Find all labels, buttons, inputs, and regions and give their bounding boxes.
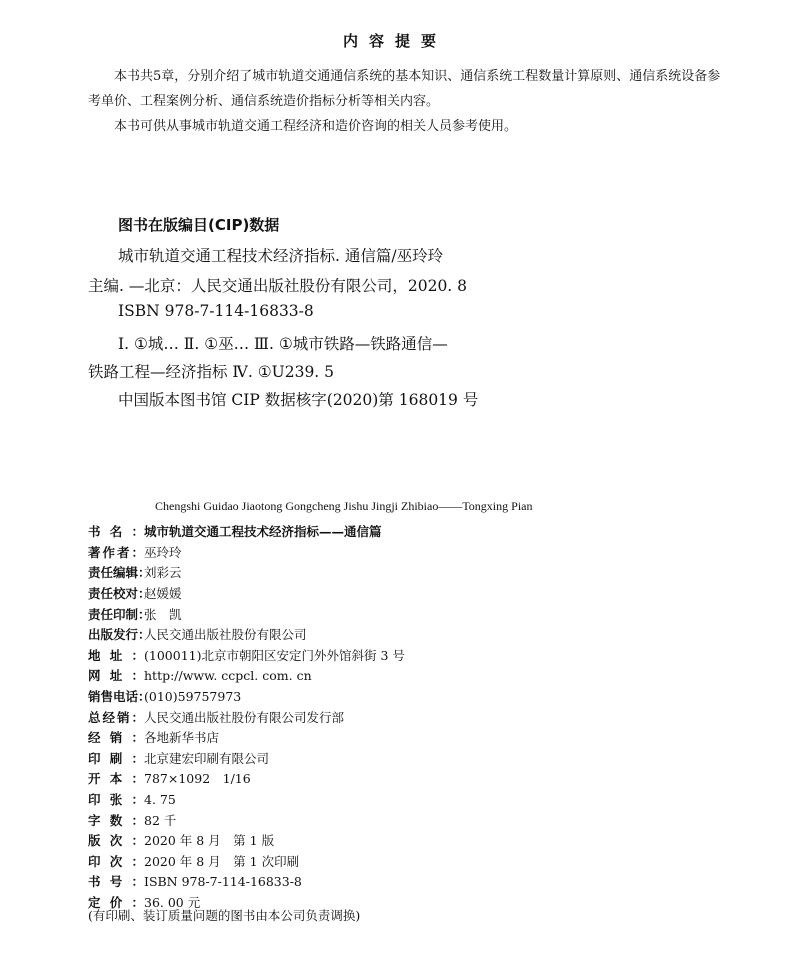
imprint-value: 4. 75 [144, 791, 176, 807]
imprint-label: 版次 ： [88, 831, 144, 849]
imprint-label: 责任印制 ： [88, 605, 144, 623]
imprint-value: 36. 00 元 [144, 894, 201, 910]
imprint-value: ISBN 978-7-114-16833-8 [144, 873, 302, 889]
cip-line: 城市轨道交通工程技术经济指标. 通信篇/巫玲玲 [118, 247, 444, 265]
imprint-label: 定价 ： [88, 893, 144, 911]
cip-line: 中国版本图书馆 CIP 数据核字(2020)第 168019 号 [118, 391, 479, 409]
imprint-label: 印张 ： [88, 790, 144, 808]
summary-paragraph: 本书可供从事城市轨道交通工程经济和造价咨询的相关人员参考使用。 [114, 119, 518, 134]
imprint-label: 总经销 ： [88, 708, 144, 726]
summary-title: 内容提要 [342, 32, 447, 50]
imprint-row [88, 562, 688, 583]
imprint-value: 巫玲玲 [144, 544, 182, 560]
imprint-row [88, 665, 688, 686]
imprint-label: 责任编辑 ： [88, 563, 144, 581]
imprint-value: 2020 年 8 月 第 1 版 [144, 833, 275, 849]
imprint-label: 销售电话 ： [88, 687, 144, 705]
imprint-label: 出版发行 ： [88, 625, 144, 643]
imprint-value: 人民交通出版社股份有限公司 [144, 627, 307, 643]
imprint-value: 北京建宏印刷有限公司 [144, 750, 270, 766]
summary-paragraph: 本书共5章，分别介绍了城市轨道交通通信系统的基本知识、通信系统工程数量计算原则、通信系统设备参考单价、工程案例分析、通信系统造价指标分析等相关内容。 [88, 69, 721, 109]
imprint-label: 著作者 ： [88, 543, 144, 561]
imprint-value: (100011)北京市朝阳区安定门外外馆斜街 3 号 [144, 647, 405, 663]
imprint-label: 网址 ： [88, 666, 144, 684]
cip-line: Ⅰ. ①城… Ⅱ. ①巫… Ⅲ. ①城市铁路—铁路通信— [118, 335, 448, 353]
imprint-row [88, 624, 688, 645]
imprint-label: 印次 ： [88, 852, 144, 870]
imprint-value: 城市轨道交通工程技术经济指标——通信篇 [144, 524, 382, 540]
imprint-label: 印刷 ： [88, 749, 144, 767]
imprint-label: 书名 ： [88, 522, 144, 540]
imprint-row [88, 727, 688, 748]
imprint-row [88, 583, 688, 604]
imprint-value: 张 凯 [144, 606, 182, 622]
imprint-label: 地址 ： [88, 646, 144, 664]
imprint-row [88, 645, 688, 666]
imprint-row [88, 830, 688, 851]
imprint-row [88, 686, 688, 707]
imprint-value: 各地新华书店 [144, 730, 220, 746]
cip-line: ISBN 978-7-114-16833-8 [118, 302, 314, 320]
imprint-row [88, 768, 688, 789]
imprint-label: 经销 ： [88, 728, 144, 746]
summary-body [88, 64, 728, 139]
imprint-label: 字数 ： [88, 811, 144, 829]
imprint-label: 开本 ： [88, 769, 144, 787]
imprint-row [88, 748, 688, 769]
imprint-row [88, 521, 688, 542]
imprint-row [88, 542, 688, 563]
imprint-value: 赵媛媛 [144, 586, 182, 602]
imprint-value: http://www. ccpcl. com. cn [144, 667, 312, 683]
imprint-value: 人民交通出版社股份有限公司发行部 [144, 709, 345, 725]
imprint-row [88, 809, 688, 830]
cip-line: 主编. —北京：人民交通出版社股份有限公司，2020. 8 [88, 277, 468, 295]
imprint-value: 787×1092 1/16 [144, 771, 251, 787]
imprint-value: (010)59757973 [144, 688, 242, 704]
cip-heading: 图书在版编目(CIP)数据 [118, 216, 280, 234]
imprint-table [88, 521, 688, 912]
imprint-value: 刘彩云 [144, 565, 182, 581]
imprint-value: 82 千 [144, 812, 177, 828]
imprint-label: 责任校对 ： [88, 584, 144, 602]
cip-line: 铁路工程—经济指标 Ⅳ. ①U239. 5 [88, 363, 335, 381]
imprint-row [88, 706, 688, 727]
imprint-row [88, 851, 688, 872]
imprint-label: 书号 ： [88, 872, 144, 890]
imprint-row [88, 871, 688, 892]
imprint-value: 2020 年 8 月 第 1 次印刷 [144, 853, 300, 869]
imprint-row [88, 789, 688, 810]
imprint-row [88, 603, 688, 624]
pinyin-title: Chengshi Guidao Jiaotong Gongcheng Jishu Jingji Zhibiao——Tongxing Pian [155, 499, 533, 513]
quality-notice: (有印刷、装订质量问题的图书由本公司负责调换) [88, 908, 361, 923]
